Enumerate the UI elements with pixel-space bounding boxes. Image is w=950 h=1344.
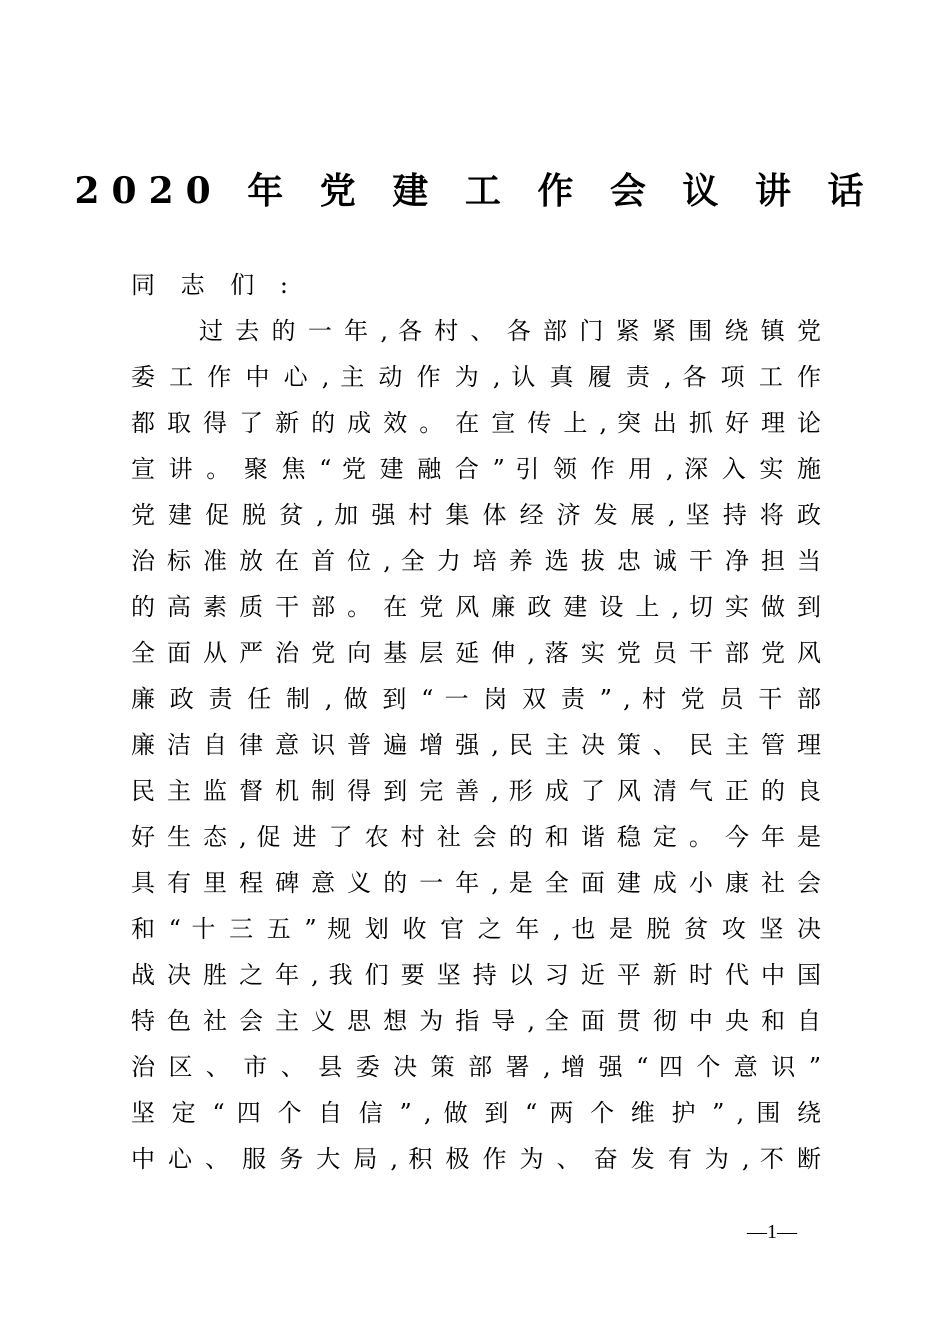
body-line: 中 心 、 服 务 大 局 , 积 极 作 为 、 奋 发 有 为 , 不 断 xyxy=(131,1145,821,1173)
body-line: 廉 洁 自 律 意 识 普 遍 增 强 , 民 主 决 策 、 民 主 管 理 xyxy=(131,731,821,759)
body-line: 坚 定 “ 四 个 自 信 ” , 做 到 “ 两 个 维 护 ” , 围 绕 xyxy=(131,1099,821,1127)
salutation: 同 志 们 : xyxy=(131,271,297,299)
body-line: 好 生 态 , 促 进 了 农 村 社 会 的 和 谐 稳 定 。 今 年 是 xyxy=(131,823,821,851)
body-line: 全 面 从 严 治 党 向 基 层 延 伸 , 落 实 党 员 干 部 党 风 xyxy=(131,639,821,667)
body-line: 过 去 的 一 年 , 各 村 、 各 部 门 紧 紧 围 绕 镇 党 xyxy=(199,317,821,345)
body-line: 战 决 胜 之 年 , 我 们 要 坚 持 以 习 近 平 新 时 代 中 国 xyxy=(131,961,821,989)
body-line: 治 区 、 市 、 县 委 决 策 部 署 , 增 强 “ 四 个 意 识 ” xyxy=(131,1053,821,1081)
page-number: —1— xyxy=(747,1221,797,1243)
body-line: 特 色 社 会 主 义 思 想 为 指 导 , 全 面 贯 彻 中 央 和 自 xyxy=(131,1007,821,1035)
body-line: 民 主 监 督 机 制 得 到 完 善 , 形 成 了 风 清 气 正 的 良 xyxy=(131,777,821,805)
body-line: 和 “ 十 三 五 ” 规 划 收 官 之 年 , 也 是 脱 贫 攻 坚 决 xyxy=(131,915,821,943)
body-line: 宣 讲 。 聚 焦 “ 党 建 融 合 ” 引 领 作 用 , 深 入 实 施 xyxy=(131,455,821,483)
body-text xyxy=(131,308,821,1182)
body-line: 廉 政 责 任 制 , 做 到 “ 一 岗 双 责 ” , 村 党 员 干 部 xyxy=(131,685,821,713)
body-line: 委 工 作 中 心 , 主 动 作 为 , 认 真 履 责 , 各 项 工 作 xyxy=(131,363,821,391)
body-line: 具 有 里 程 碑 意 义 的 一 年 , 是 全 面 建 成 小 康 社 会 xyxy=(131,869,821,897)
document-title: 2020 年 党 建 工 作 会 议 讲 话 xyxy=(74,170,876,212)
body-line: 治 标 准 放 在 首 位 , 全 力 培 养 选 拔 忠 诚 干 净 担 当 xyxy=(131,547,821,575)
body-line: 都 取 得 了 新 的 成 效 。 在 宣 传 上 , 突 出 抓 好 理 论 xyxy=(131,409,821,437)
body-line: 党 建 促 脱 贫 , 加 强 村 集 体 经 济 发 展 , 坚 持 将 政 xyxy=(131,501,821,529)
body-line: 的 高 素 质 干 部 。 在 党 风 廉 政 建 设 上 , 切 实 做 到 xyxy=(131,593,821,621)
